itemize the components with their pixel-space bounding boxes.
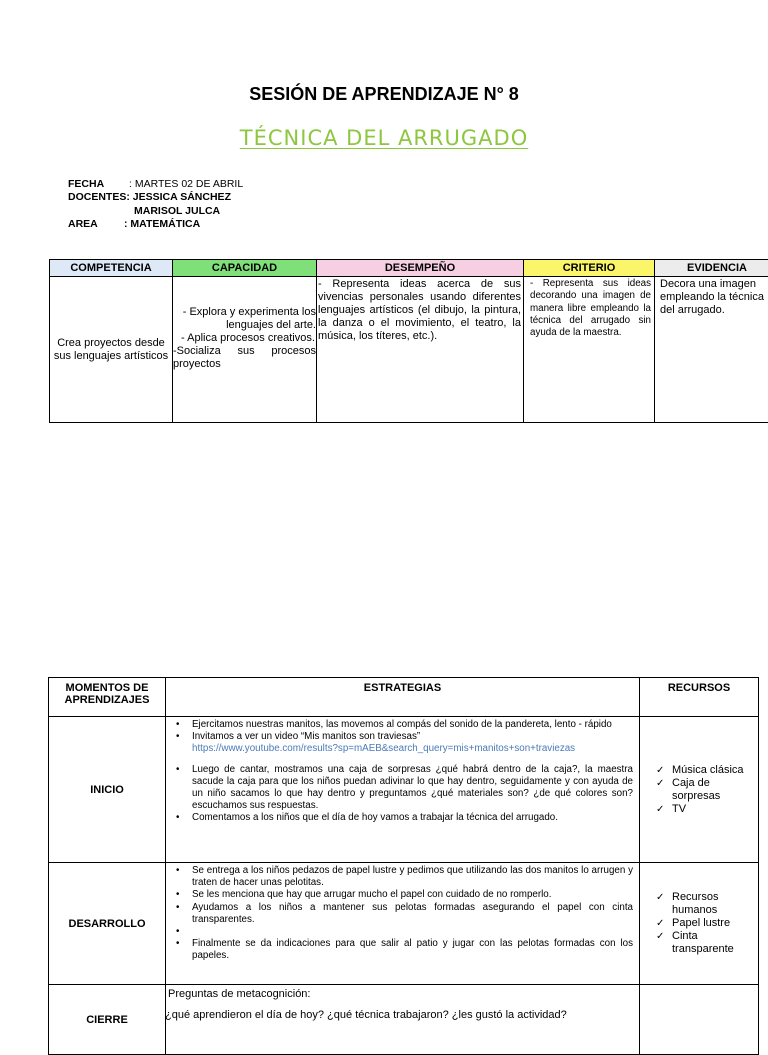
inicio-label: INICIO bbox=[49, 717, 166, 863]
capacidad-line-2: - Aplica procesos creativos. bbox=[173, 332, 316, 345]
recurso-caja: ✓ Caja de sorpresas bbox=[672, 777, 758, 803]
capacidad-line-1: - Explora y experimenta los lenguajes del arte. bbox=[173, 306, 316, 332]
desarrollo-estrategias bbox=[166, 863, 640, 985]
cierre-line-2: ¿qué aprendieron el día de hoy? ¿qué técnica trabajaron? ¿les gustó la actividad? bbox=[165, 1008, 639, 1022]
header-momentos: MOMENTOS DE APRENDIZAJES bbox=[49, 678, 166, 717]
inicio-estrategias bbox=[166, 717, 640, 863]
recurso-cinta: ✓ Cinta transparente bbox=[672, 930, 758, 956]
inicio-item-4: • Comentamos a los niños que el día de hoy vamos a trabajar la técnica del arrugado. bbox=[192, 812, 633, 824]
capacidad-line-3: -Socializa sus procesos proyectos bbox=[173, 345, 316, 371]
cell-capacidad bbox=[173, 277, 317, 423]
cell-criterio: - Representa sus ideas decorando una imagen de manera libre empleando la técnica del arrugado sin ayuda de la maestra. bbox=[524, 277, 655, 423]
header-evidencia: EVIDENCIA bbox=[655, 260, 768, 277]
desarrollo-recursos bbox=[640, 863, 759, 985]
docente-2: MARISOL JULCA bbox=[134, 205, 220, 217]
docente-2-row bbox=[68, 205, 243, 218]
page-subtitle bbox=[0, 126, 768, 150]
header-desempeno: DESEMPEÑO bbox=[317, 260, 524, 277]
page-title: SESIÓN DE APRENDIZAJE N° 8 bbox=[0, 84, 768, 105]
cierre-label: CIERRE bbox=[49, 985, 166, 1055]
inicio-item-1: • Ejercitamos nuestras manitos, las movemos al compás del sonido de la pandereta, lento - rápido bbox=[192, 719, 633, 731]
momentos-header-row bbox=[49, 678, 759, 717]
desarrollo-item-4 bbox=[192, 926, 633, 938]
header-recursos: RECURSOS bbox=[640, 678, 759, 717]
cierre-row bbox=[49, 985, 759, 1055]
cierre-line-1: Preguntas de metacognición: bbox=[168, 987, 639, 1001]
header-estrategias: ESTRATEGIAS bbox=[166, 678, 640, 717]
desarrollo-row bbox=[49, 863, 759, 985]
cell-desempeno: - Representa ideas acerca de sus vivencias personales usando diferentes lenguajes artísticos (el dibujo, la pintura, la danza o el movimiento, el teatro, la música, los títeres, etc.). bbox=[317, 277, 524, 423]
competencias-header-row bbox=[50, 260, 768, 277]
cell-evidencia: Decora una imagen empleando la técnica del arrugado. bbox=[655, 277, 768, 423]
recurso-tv: ✓ TV bbox=[672, 803, 758, 816]
docente-1: JESSICA SÁNCHEZ bbox=[133, 191, 231, 203]
inicio-recursos bbox=[640, 717, 759, 863]
competencias-table bbox=[49, 259, 768, 423]
inicio-row bbox=[49, 717, 759, 863]
header-capacidad: CAPACIDAD bbox=[173, 260, 317, 277]
fecha-row bbox=[68, 178, 243, 191]
cell-competencia: Crea proyectos desde sus lenguajes artísticos bbox=[50, 277, 173, 423]
fecha-label: FECHA bbox=[68, 178, 129, 191]
desarrollo-label: DESARROLLO bbox=[49, 863, 166, 985]
recurso-papel: ✓ Papel lustre bbox=[672, 917, 758, 930]
video-link[interactable]: https://www.youtube.com/results?sp=mAEB&search_query=mis+manitos+son+traviezas bbox=[192, 743, 575, 754]
recurso-musica: ✓ Música clásica bbox=[672, 764, 758, 777]
desarrollo-item-3: • Ayudamos a los niños a mantener sus pelotas formadas asegurando el papel con cinta transparentes. bbox=[192, 902, 633, 926]
docentes-label: DOCENTES: bbox=[68, 191, 130, 203]
recurso-humanos: ✓ Recursos humanos bbox=[672, 891, 758, 917]
cierre-estrategias bbox=[166, 985, 640, 1055]
inicio-item-2-text: Invitamos a ver un video “Mis manitos son traviesas” bbox=[192, 731, 420, 742]
inicio-item-2 bbox=[192, 731, 633, 755]
desarrollo-item-5: • Finalmente se da indicaciones para que salir al patio y jugar con las pelotas formadas con los papeles. bbox=[192, 938, 633, 962]
desarrollo-item-1: • Se entrega a los niños pedazos de papel lustre y pedimos que utilizando las dos manitos lo arrugen y traten de hacer unas pelotitas. bbox=[192, 865, 633, 889]
inicio-item-3: • Luego de cantar, mostramos una caja de sorpresas ¿qué habrá dentro de la caja?, la maestra sacude la caja para que los niños puedan adivinar lo que hay dentro, seguidamente y con ayuda de un niño sacamos lo que hay dentro y preguntamos ¿qué materiales son? ¿de qué colores son? escuchamos sus respuestas. bbox=[192, 764, 633, 813]
area-row bbox=[68, 218, 243, 231]
session-info bbox=[68, 178, 243, 231]
area-value: : MATEMÁTICA bbox=[124, 218, 200, 230]
docentes-row bbox=[68, 191, 243, 204]
area-label: AREA bbox=[68, 218, 124, 231]
subtitle-text: TÉCNICA DEL ARRUGADO bbox=[240, 126, 528, 150]
competencias-data-row bbox=[50, 277, 768, 423]
cierre-recursos bbox=[640, 985, 759, 1055]
fecha-value: : MARTES 02 DE ABRIL bbox=[129, 178, 243, 190]
momentos-table bbox=[48, 677, 759, 1055]
header-competencia: COMPETENCIA bbox=[50, 260, 173, 277]
desarrollo-item-2: • Se les menciona que hay que arrugar mucho el papel con cuidado de no romperlo. bbox=[192, 889, 633, 901]
header-criterio: CRITERIO bbox=[524, 260, 655, 277]
